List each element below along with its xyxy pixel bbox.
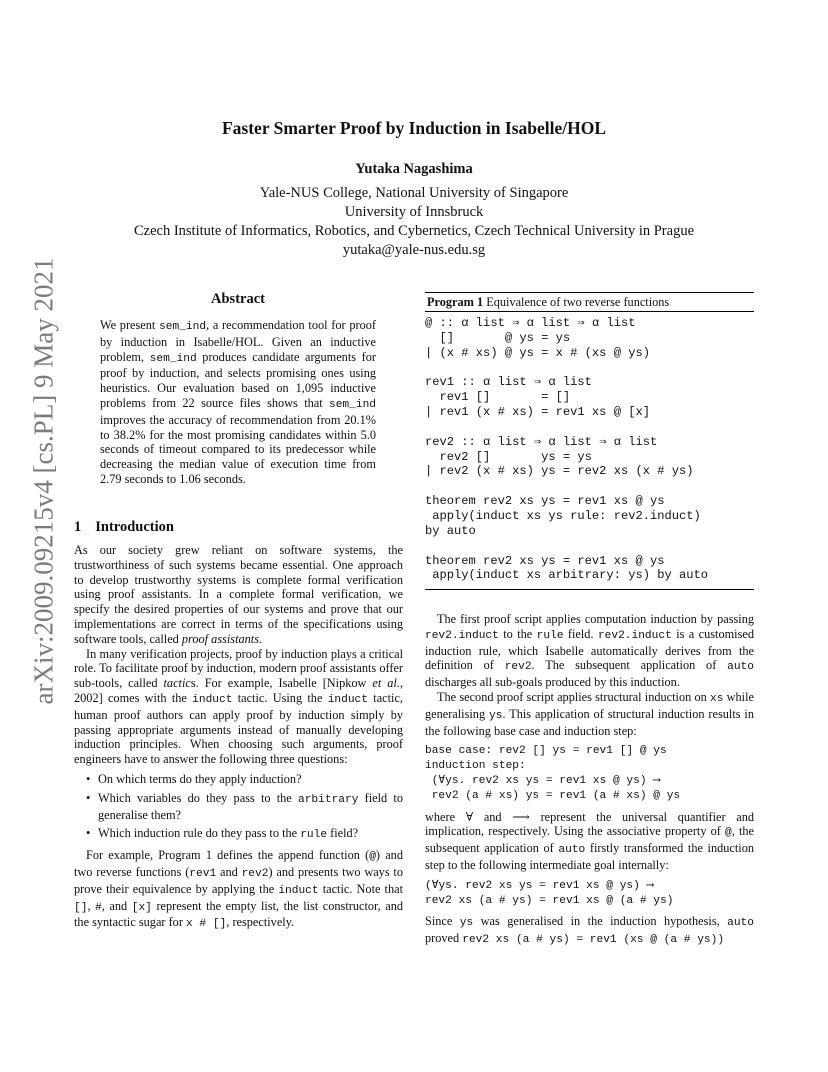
paragraph: As our society grew reliant on software systems, the trustworthiness of such systems became essential. One approach to develop trustworthy systems is complete formal verification using proof assistants. In a complete formal verification, we specify the desired properties of our systems and prove that our implementations are correct in terms of the specifications using software tools, called proof assistants.: [74, 543, 403, 646]
paragraph: Since ys was generalised in the induction hypothesis, auto proved rev2 xs (a # ys) = rev1 (xs @ (a # ys)): [425, 914, 754, 947]
inline-code: sem_ind: [159, 321, 207, 333]
question-list: [74, 772, 403, 843]
program-code: @ :: α list ⇒ α list ⇒ α list [] @ ys = ys | (x # xs) @ ys = x # (xs @ ys) rev1 :: α list ⇒ α list rev1 [] = [] | rev1 (x # xs) = rev1 xs @ [x] rev2 :: α list ⇒ α list ⇒ α list rev2 [] ys = ys | rev2 (x # xs) ys = rev2 xs (x # ys) theorem rev2 xs ys = rev1 xs @ ys apply(induct xs ys rule: rev2.induct) by auto theorem rev2 xs ys = rev1 xs @ ys apply(induct xs arbitrary: ys) by auto: [425, 316, 754, 590]
paragraph: where ∀ and ⟶ represent the universal quantifier and implication, respectively. Using the associative property of @, the subsequent application of auto firstly transformed the induction step to the following intermediate goal internally:: [425, 809, 754, 872]
abstract-heading: Abstract: [211, 291, 265, 307]
paragraph: The second proof script applies structural induction on xs while generalising ys. This application of structural induction results in the following base case and induction step:: [425, 689, 754, 738]
paragraph: For example, Program 1 defines the append function (@) and two reverse functions (rev1 and rev2) and presents two ways to prove their equivalence by applying the induct tactic. Note that [], #, and [x] represent the empty list, the list constructor, and the syntactic sugar for x # [], respectively.: [74, 848, 404, 931]
section-heading-introduction: [74, 519, 174, 536]
inline-code: sem_ind: [149, 352, 197, 365]
paper-title: Faster Smarter Proof by Induction in Isabelle/HOL: [221, 118, 607, 138]
code-block-induction-cases: base case: rev2 [] ys = rev1 [] @ ys induction step: (∀ys. rev2 xs ys = rev1 xs @ ys) ⟶ rev2 (a # xs) ys = rev1 (a # xs) @ ys: [425, 745, 681, 802]
introduction-body: [74, 543, 403, 932]
abstract-text: We present sem_ind, a recommendation tool for proof by induction in Isabelle/HOL. Given an inductive problem, sem_ind produces candidate arguments for proof by induction, and selects promising ones using heuristics. Our evaluation based on 1,095 inductive problems from 22 source files shows that sem_ind improves the accuracy of recommendation from 20.1% to 38.2% for the most promising candidates within 5.0 seconds of timeout compared to its predecessor while decreasing the median value of execution time from 2.79 seconds to 1.06 seconds.: [100, 318, 376, 486]
author-email[interactable]: yutaka@yale-nus.edu.sg: [342, 242, 486, 258]
arxiv-identifier: arXiv:2009.09215v4 [cs.PL] 9 May 2021: [28, 257, 59, 705]
author-name: Yutaka Nagashima: [355, 161, 473, 177]
inline-code: sem_ind: [329, 398, 376, 411]
affiliation-yale-nus: Yale-NUS College, National University of Singapore: [259, 185, 569, 201]
paragraph: The first proof script applies computation induction by passing rev2.induct to the rule field. rev2.induct is a customised induction rule, which Isabelle automatically derives from the definition of rev2. The subsequent application of auto discharges all sub-goals produced by this induction.: [425, 612, 754, 690]
code-block-intermediate-goal: (∀ys. rev2 xs ys = rev1 xs @ ys) ⟶ rev2 xs (a # ys) = rev1 xs @ (a # ys): [425, 879, 674, 907]
paragraph: In many verification projects, proof by induction plays a critical role. To facilitate proof by induction, modern proof assistants offer sub-tools, called tactics. For example, Isabelle [Nipkow et al., 2002] comes with the induct tactic. Using the induct tactic, human proof authors can apply proof by induction simply by passing appropriate arguments instead of manually developing induction principles. When choosing such arguments, proof engineers have to answer the following three questions:: [74, 646, 404, 767]
affiliation-ciirc: Czech Institute of Informatics, Robotics, and Cybernetics, Czech Technical University in Prague: [133, 223, 695, 239]
right-column-body: [425, 612, 754, 948]
section-number: 1: [74, 519, 82, 535]
affiliation-innsbruck: University of Innsbruck: [344, 204, 484, 220]
list-item: • Which induction rule do they pass to the rule field?: [98, 826, 403, 843]
program-label: Program 1: [427, 295, 484, 309]
program-caption: Program 1 Equivalence of two reverse functions: [425, 292, 754, 312]
list-item: • On which terms do they apply induction?: [98, 772, 403, 787]
program-listing: [425, 292, 754, 590]
section-title: Introduction: [95, 519, 174, 535]
list-item: • Which variables do they pass to the arbitrary field to generalise them?: [98, 791, 403, 823]
